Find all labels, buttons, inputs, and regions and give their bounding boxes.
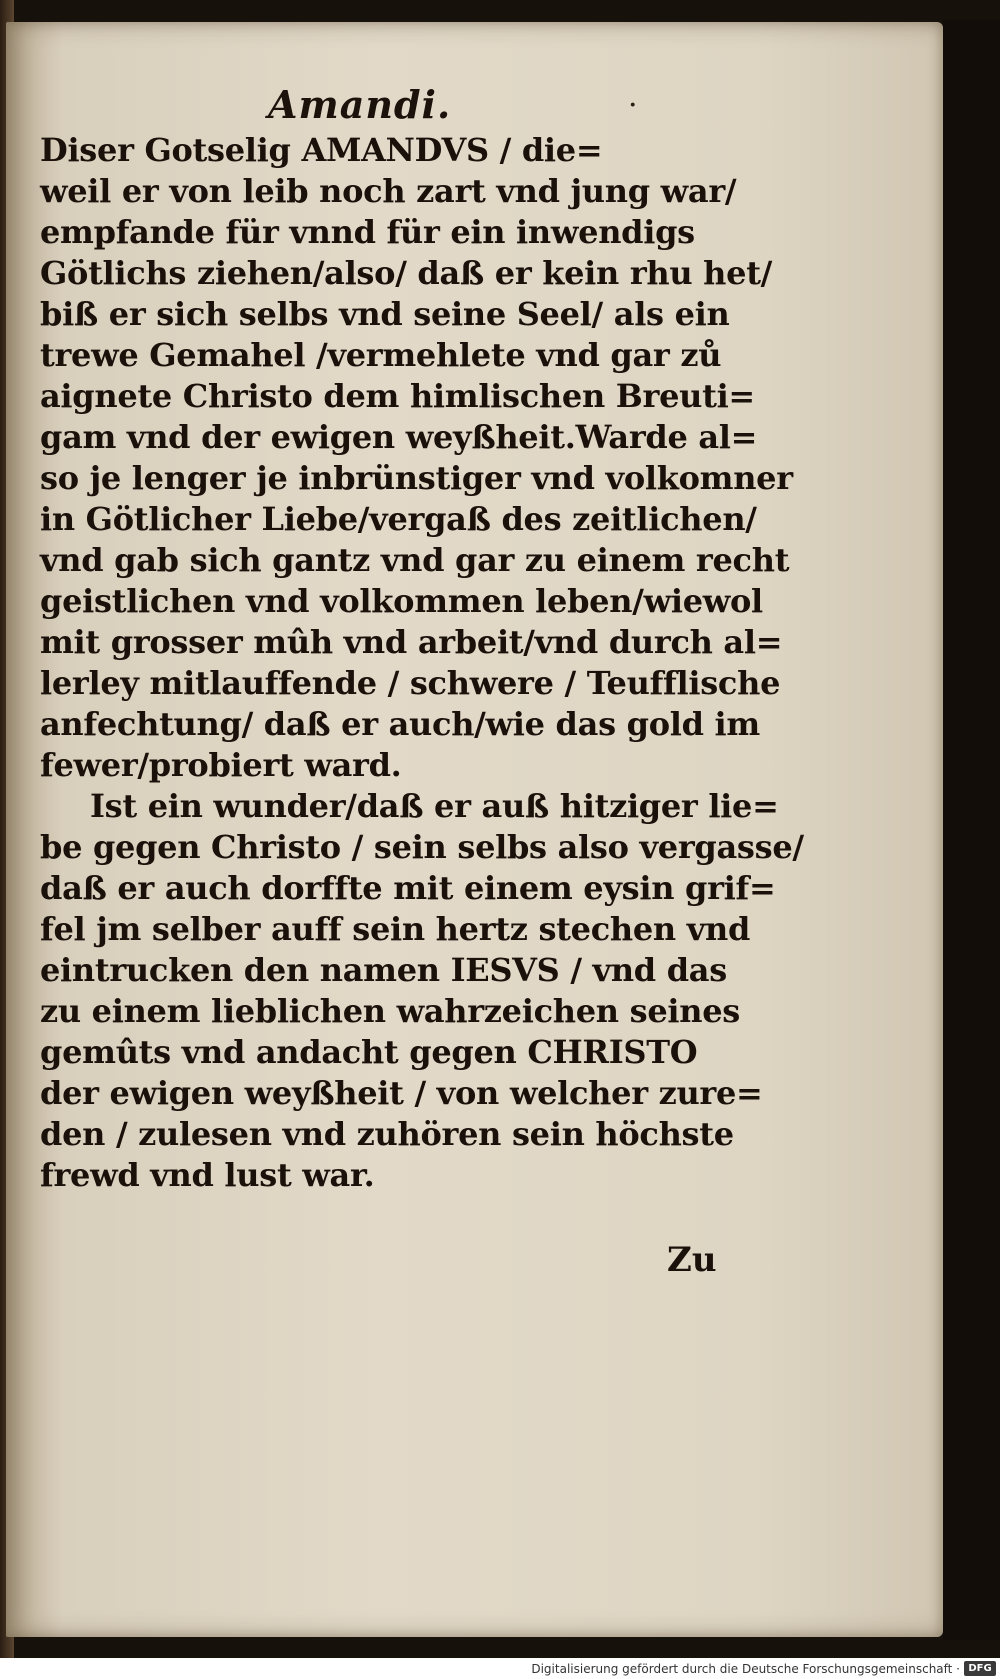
body-text: [40, 130, 804, 1196]
text-line: Ist ein wunder/daß er auß hitziger lie=: [90, 787, 779, 825]
text-line: lerley mitlauffende / schwere / Teufflische: [40, 664, 781, 702]
text-line: fewer/probiert ward.: [40, 746, 402, 784]
running-head: Amandi.: [268, 82, 452, 127]
text-line: aignete Christo dem himlischen Breuti=: [40, 377, 755, 415]
text-line: gam vnd der ewigen weyßheit.Warde al=: [40, 418, 758, 456]
text-line: frewd vnd lust war.: [40, 1156, 375, 1194]
text-line: anfechtung/ daß er auch/wie das gold im: [40, 705, 760, 743]
text-line: trewe Gemahel /vermehlete vnd gar zů: [40, 336, 722, 374]
text-line: empfande für vnnd für ein inwendigs: [40, 213, 695, 251]
text-line: mit grosser mûh vnd arbeit/vnd durch al=: [40, 623, 783, 661]
text-line: zu einem lieblichen wahrzeichen seines: [40, 992, 740, 1030]
text-line: eintrucken den namen IESVS / vnd das: [40, 951, 727, 989]
text-line: daß er auch dorffte mit einem eysin grif=: [40, 869, 776, 907]
text-line: gemûts vnd andacht gegen CHRISTO: [40, 1033, 698, 1071]
ornament-dot: ·: [628, 88, 638, 123]
text-line: Diser Gotselig AMANDVS / die=: [40, 131, 603, 169]
text-line: in Götlicher Liebe/vergaß des zeitlichen/: [40, 500, 757, 538]
text-line: vnd gab sich gantz vnd gar zu einem recht: [40, 541, 790, 579]
funding-credit: Digitalisierung gefördert durch die Deutsche Forschungsgemeinschaft ·: [531, 1662, 960, 1676]
text-line: geistlichen vnd volkommen leben/wiewol: [40, 582, 763, 620]
text-line: den / zulesen vnd zuhören sein höchste: [40, 1115, 734, 1153]
text-line: der ewigen weyßheit / von welcher zure=: [40, 1074, 763, 1112]
text-line: Götlichs ziehen/also/ daß er kein rhu het/: [40, 254, 773, 292]
text-line: so je lenger je inbrünstiger vnd volkomner: [40, 459, 793, 497]
catchword: Zu: [667, 1240, 717, 1280]
text-line: biß er sich selbs vnd seine Seel/ als ein: [40, 295, 730, 333]
text-line: be gegen Christo / sein selbs also vergasse/: [40, 828, 804, 866]
text-line: weil er von leib noch zart vnd jung war/: [40, 172, 737, 210]
dfg-logo: DFG: [964, 1661, 996, 1676]
page-edge-shadow: [943, 20, 1000, 1640]
text-line: fel jm selber auff sein hertz stechen vnd: [40, 910, 751, 948]
